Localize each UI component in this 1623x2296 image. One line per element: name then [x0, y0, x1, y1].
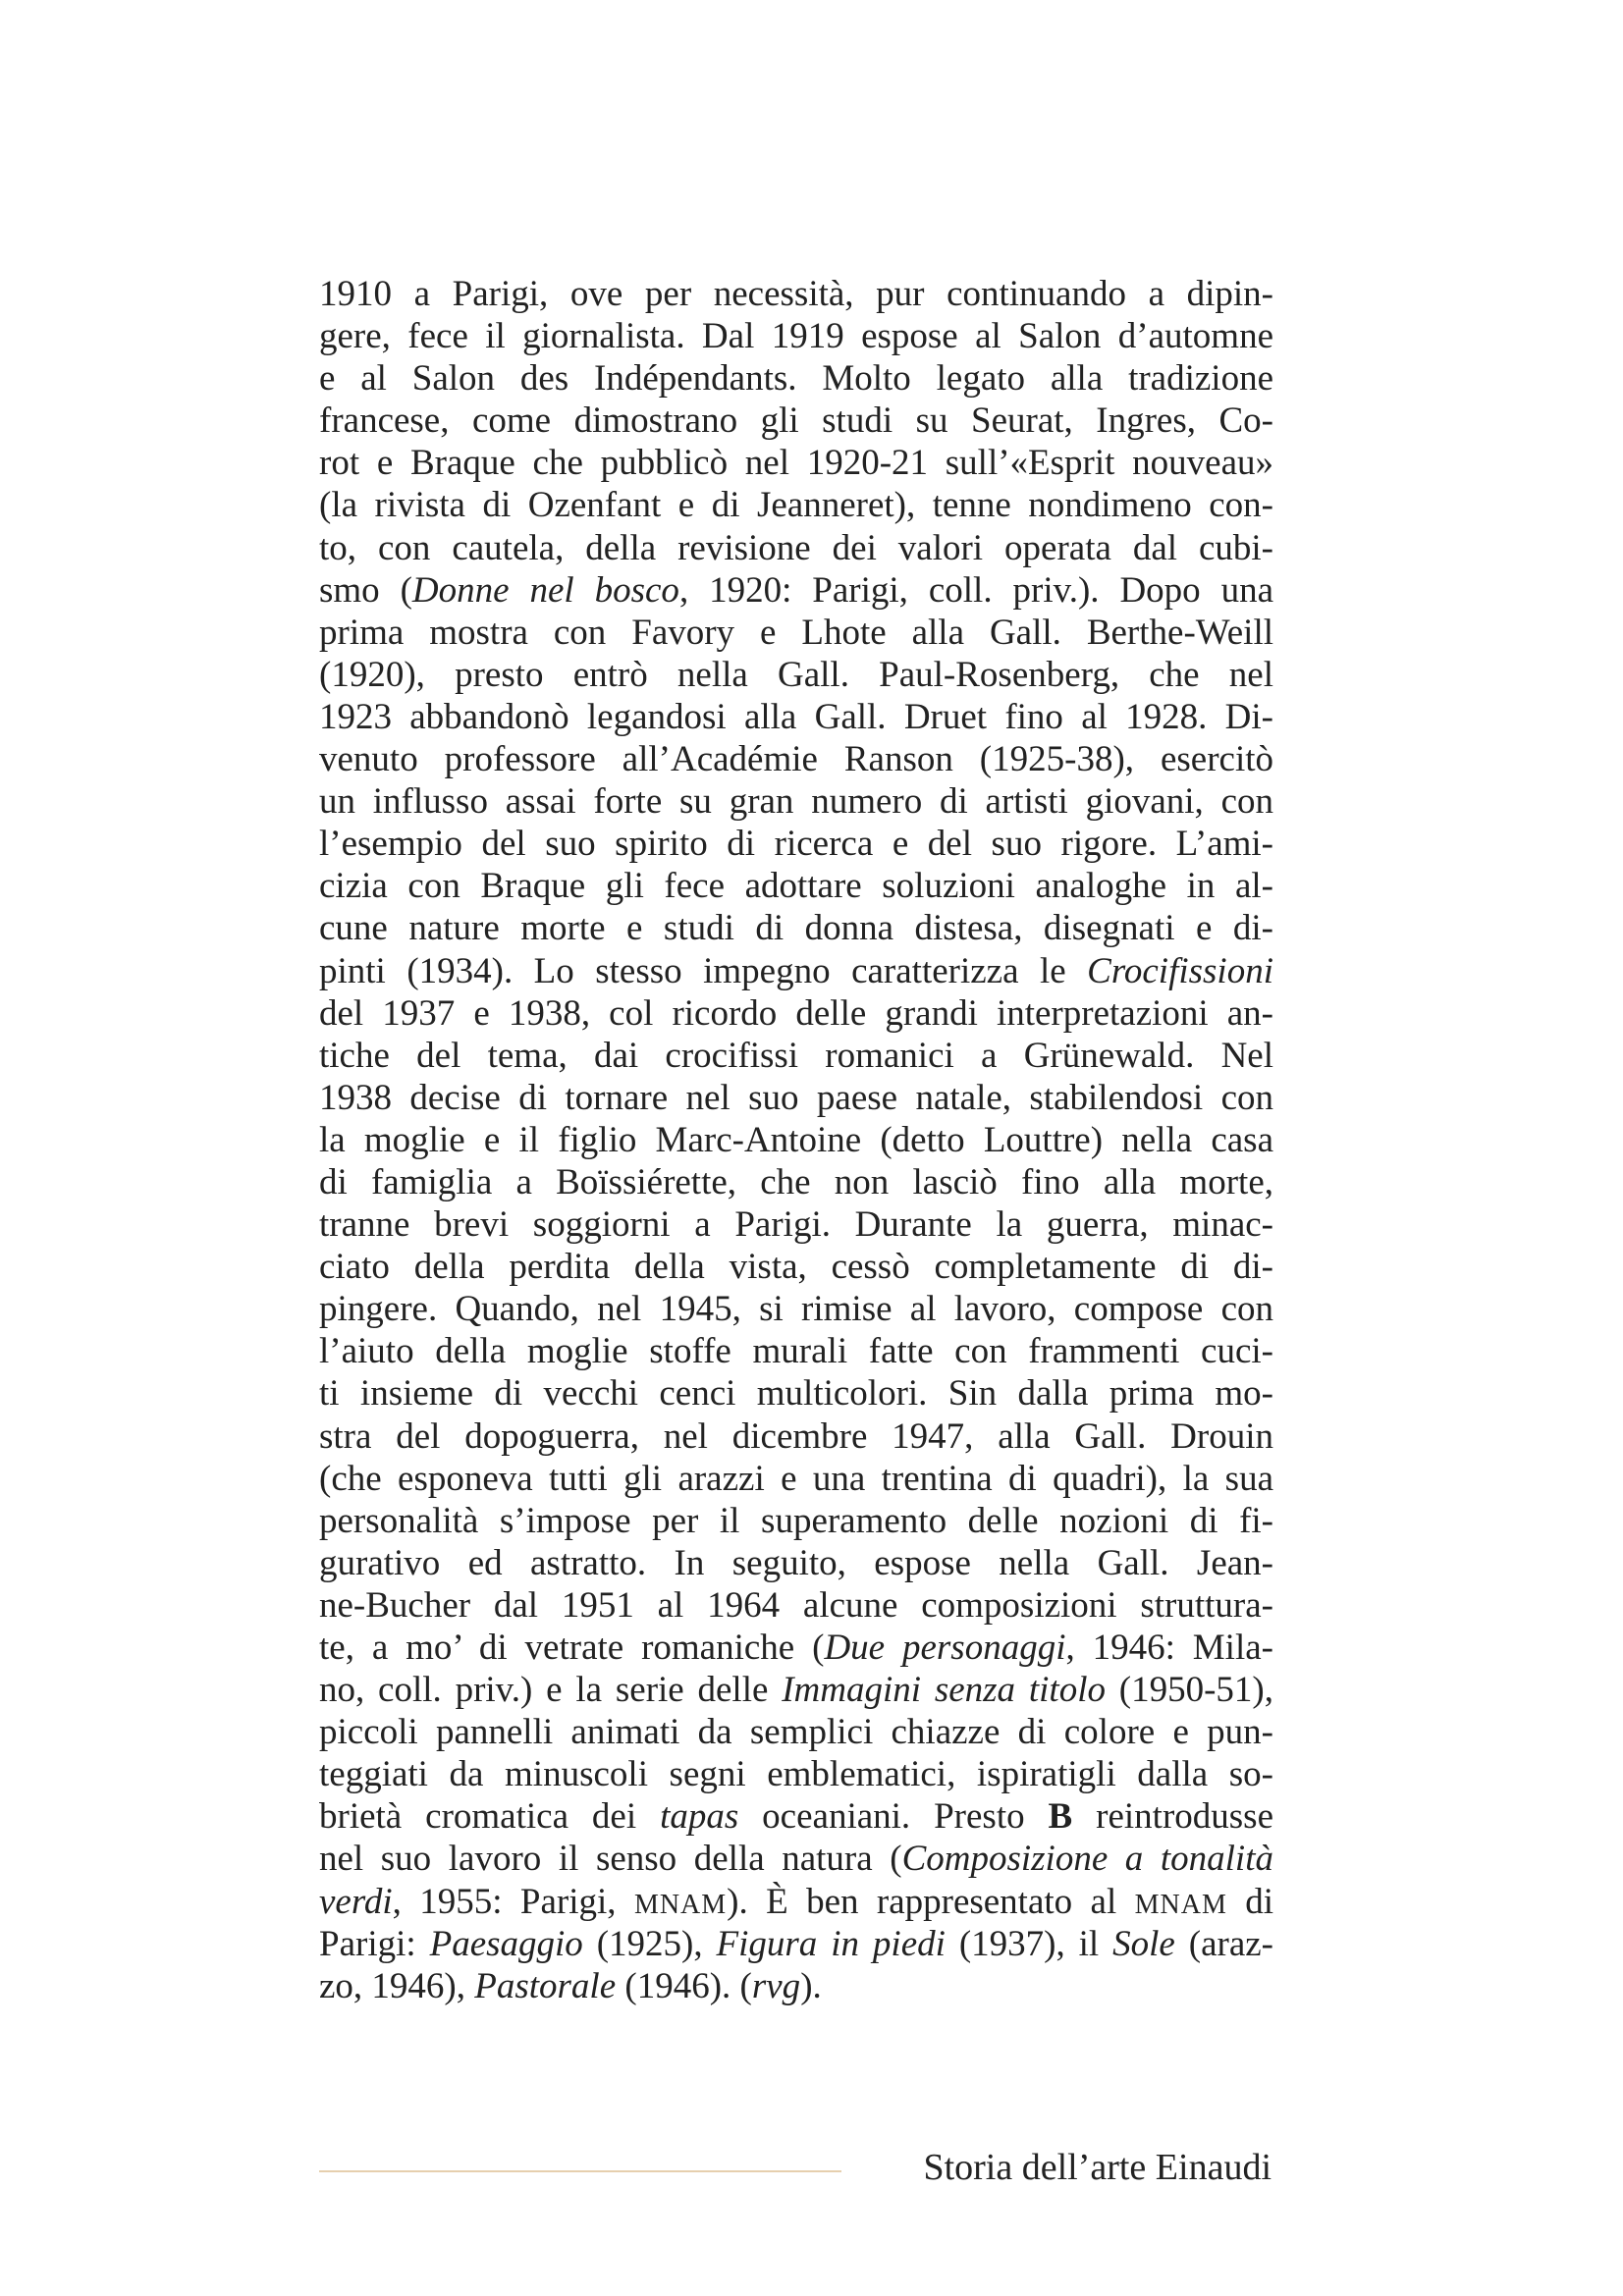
text-segment: rot e Braque che pubblicò nel 1920-21 sull’«Esprit nouveau» — [319, 443, 1273, 484]
text-segment: smo ( — [319, 569, 412, 611]
text-line — [319, 1923, 1273, 1965]
text-segment: te, a mo’ di vetrate romaniche ( — [319, 1628, 825, 1668]
text-line — [319, 1795, 1273, 1838]
text-line — [319, 1119, 1273, 1161]
text-line — [319, 1711, 1273, 1753]
italic-text: rvg — [751, 1965, 801, 2006]
text-segment: personalità s’impose per il superamento delle nozioni di fi- — [319, 1500, 1273, 1541]
text-segment: francese, come dimostrano gli studi su Seurat, Ingres, Co- — [319, 400, 1273, 442]
text-segment: , 1920: Parigi, coll. priv.). Dopo una — [678, 569, 1274, 611]
text-segment: ne-Bucher dal 1951 al 1964 alcune composizioni struttura- — [319, 1584, 1273, 1626]
text-segment: di famiglia a Boïssiérette, che non lasciò fino alla morte, — [319, 1161, 1273, 1202]
text-segment: l’esempio del suo spirito di ricerca e del suo rigore. L’ami- — [319, 824, 1273, 865]
text-line — [319, 484, 1273, 526]
text-segment: (1950-51), — [1105, 1670, 1273, 1711]
text-segment: tiche del tema, dai crocifissi romanici a Grünewald. Nel — [319, 1035, 1273, 1076]
text-line — [319, 1288, 1273, 1330]
text-line — [319, 1203, 1273, 1246]
text-segment: gere, fece il giornalista. Dal 1919 espose al Salon d’automne — [319, 316, 1273, 357]
text-line — [319, 315, 1273, 357]
text-segment: l’aiuto della moglie stoffe murali fatte con frammenti cuci- — [319, 1331, 1273, 1372]
text-line — [319, 527, 1273, 569]
text-line — [319, 1753, 1273, 1795]
text-line — [319, 1584, 1273, 1627]
text-line — [319, 780, 1273, 823]
text-segment: (che esponeva tutti gli arazzi e una trentina di quadri), la sua — [319, 1458, 1273, 1499]
text-line — [319, 400, 1273, 442]
text-line — [319, 865, 1273, 907]
text-line — [319, 612, 1273, 654]
text-line — [319, 1881, 1273, 1923]
text-segment: 1910 a Parigi, ove per necessità, pur continuando a dipin- — [319, 274, 1273, 314]
text-segment: , 1946: Mila- — [1065, 1628, 1273, 1668]
text-line — [319, 442, 1273, 484]
text-segment: e al Salon des Indépendants. Molto legato alla tradizione — [319, 358, 1273, 400]
italic-text: Composizione a tonalità — [901, 1839, 1273, 1880]
text-segment: stra del dopoguerra, nel dicembre 1947, alla Gall. Drouin — [319, 1415, 1273, 1457]
text-segment: nel suo lavoro il senso della natura ( — [319, 1839, 902, 1880]
text-line — [319, 273, 1273, 315]
italic-text: Crocifissioni — [1087, 950, 1273, 991]
text-segment: teggiati da minuscoli segni emblematici, ispiratigli dalla so- — [319, 1754, 1273, 1795]
text-segment: no, coll. priv.) e la serie delle — [319, 1670, 783, 1711]
text-line — [319, 1838, 1273, 1880]
text-line — [319, 654, 1273, 696]
italic-text: Donne nel bosco — [411, 569, 679, 611]
text-segment: Parigi: — [319, 1923, 430, 1964]
italic-text: Pastorale — [474, 1965, 617, 2006]
text-segment: oceaniani. Presto — [738, 1796, 1049, 1838]
text-segment: tranne brevi soggiorni a Parigi. Durante la guerra, minac- — [319, 1204, 1273, 1246]
footer-divider — [319, 2170, 841, 2172]
text-line — [319, 696, 1273, 738]
text-segment: di — [1226, 1881, 1273, 1922]
text-line — [319, 1077, 1273, 1119]
text-line — [319, 1458, 1273, 1500]
text-segment: 1938 decise di tornare nel suo paese natale, stabilendosi con — [319, 1077, 1273, 1118]
text-segment: gurativo ed astratto. In seguito, espose nella Gall. Jean- — [319, 1542, 1273, 1583]
text-segment: pingere. Quando, nel 1945, si rimise al lavoro, compose con — [319, 1289, 1273, 1330]
text-line — [319, 823, 1273, 865]
text-segment: cizia con Braque gli fece adottare soluzioni analoghe in al- — [319, 866, 1273, 907]
text-segment: venuto professore all’Académie Ranson (1925-38), esercitò — [319, 739, 1273, 780]
text-segment: (1937), il — [945, 1923, 1113, 1964]
italic-text: Immagini senza titolo — [782, 1670, 1106, 1711]
italic-text: Sole — [1112, 1923, 1175, 1964]
text-segment: (1920), presto entrò nella Gall. Paul-Rosenberg, che nel — [319, 654, 1273, 695]
text-segment: (araz- — [1174, 1923, 1273, 1964]
italic-text: Figura in piedi — [716, 1923, 946, 1964]
text-segment: , 1955: Parigi, — [392, 1881, 634, 1922]
text-segment: zo, 1946), — [319, 1965, 475, 2006]
text-segment: (1925), — [582, 1923, 717, 1964]
text-segment: un influsso assai forte su gran numero di artisti giovani, con — [319, 781, 1273, 823]
text-segment: ). È ben rappresentato al — [727, 1881, 1135, 1922]
text-line — [319, 738, 1273, 780]
text-segment: cune nature morte e studi di donna distesa, disegnati e di- — [319, 908, 1273, 949]
text-segment: 1923 abbandonò legandosi alla Gall. Druet fino al 1928. Di- — [319, 696, 1273, 737]
text-segment: pinti (1934). Lo stesso impegno caratterizza le — [319, 950, 1088, 991]
text-segment: ). — [800, 1965, 822, 2006]
footer-title: Storia dell’arte Einaudi — [923, 2147, 1271, 2188]
text-segment: to, con cautela, della revisione dei valori operata dal cubi- — [319, 527, 1273, 568]
italic-text: verdi — [319, 1881, 393, 1922]
text-segment: la moglie e il figlio Marc-Antoine (detto Louttre) nella casa — [319, 1119, 1273, 1160]
text-segment: piccoli pannelli animati da semplici chiazze di colore e pun- — [319, 1712, 1273, 1753]
text-line — [319, 1542, 1273, 1584]
text-line — [319, 1627, 1273, 1669]
text-segment: reintrodusse — [1072, 1796, 1273, 1838]
text-line — [319, 1500, 1273, 1542]
text-segment: brietà cromatica dei — [319, 1796, 661, 1838]
text-line — [319, 1415, 1273, 1458]
text-line — [319, 357, 1273, 400]
text-line — [319, 992, 1273, 1035]
text-segment: del 1937 e 1938, col ricordo delle grandi interpretazioni an- — [319, 992, 1273, 1034]
text-line — [319, 1161, 1273, 1203]
text-segment: (1946). ( — [616, 1965, 752, 2006]
text-segment: prima mostra con Favory e Lhote alla Gall. Berthe-Weill — [319, 612, 1273, 653]
article-body — [319, 273, 1273, 2007]
text-line — [319, 1330, 1273, 1372]
italic-text: Due personaggi — [824, 1628, 1066, 1668]
text-line — [319, 1372, 1273, 1415]
text-line — [319, 569, 1273, 612]
small-caps-text: MNAM — [633, 1889, 728, 1920]
text-line — [319, 1669, 1273, 1711]
text-line — [319, 1965, 1273, 2007]
text-line — [319, 1246, 1273, 1288]
text-segment: ti insieme di vecchi cenci multicolori. Sin dalla prima mo- — [319, 1373, 1273, 1415]
small-caps-text: MNAM — [1134, 1889, 1227, 1920]
bold-text: B — [1048, 1796, 1073, 1838]
text-segment: (la rivista di Ozenfant e di Jeanneret), tenne nondimeno con- — [319, 485, 1273, 526]
text-line — [319, 950, 1273, 992]
italic-text: Paesaggio — [429, 1923, 583, 1964]
italic-text: tapas — [660, 1796, 739, 1838]
text-line — [319, 907, 1273, 949]
text-segment: ciato della perdita della vista, cessò completamente di di- — [319, 1247, 1273, 1288]
text-line — [319, 1035, 1273, 1077]
